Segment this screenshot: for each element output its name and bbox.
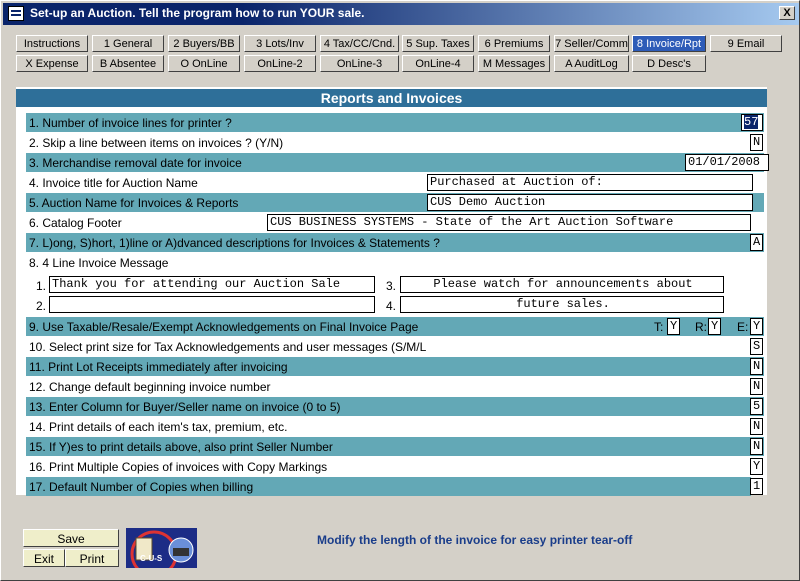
setting-label: 7. L)ong, S)hort, 1)line or A)dvanced descriptions for Invoices & Statements ? <box>29 236 440 250</box>
setting-label: 6. Catalog Footer <box>29 216 122 230</box>
tab-auditlog[interactable]: A AuditLog <box>554 55 629 72</box>
setting-label: 13. Enter Column for Buyer/Seller name on invoice (0 to 5) <box>29 400 341 414</box>
tab-instructions[interactable]: Instructions <box>16 35 88 52</box>
default-copies-field[interactable]: 1 <box>750 478 763 495</box>
tab-invoice-rpt[interactable]: 8 Invoice/Rpt <box>632 35 706 52</box>
setting-label: 3. Merchandise removal date for invoice <box>29 156 242 170</box>
setting-label: 11. Print Lot Receipts immediately after invoicing <box>29 360 288 374</box>
setting-label: 2. Skip a line between items on invoices ? (Y/N) <box>29 136 284 150</box>
close-button[interactable]: X <box>779 6 795 20</box>
setting-row-12 <box>26 377 764 396</box>
message-line-4-number: 4. <box>386 299 397 313</box>
tab-expense[interactable]: X Expense <box>16 55 88 72</box>
setting-label: 9. Use Taxable/Resale/Exempt Acknowledgements on Final Invoice Page <box>29 320 419 334</box>
tab-absentee[interactable]: B Absentee <box>92 55 164 72</box>
tab-descs[interactable]: D Desc's <box>632 55 706 72</box>
setting-label: 16. Print Multiple Copies of invoices with Copy Markings <box>29 460 328 474</box>
setting-row-8 <box>26 253 764 272</box>
message-line-3-number: 3. <box>386 279 397 293</box>
setting-label: 17. Default Number of Copies when billing <box>29 480 254 494</box>
setting-label: 1. Number of invoice lines for printer ? <box>29 116 232 130</box>
name-column-field[interactable]: 5 <box>750 398 763 415</box>
setting-row-5 <box>26 193 764 212</box>
print-size-field[interactable]: S <box>750 338 763 355</box>
tab-general[interactable]: 1 General <box>92 35 164 52</box>
invoice-lines-value: 57 <box>744 115 759 129</box>
auction-name-field[interactable]: CUS Demo Auction <box>427 194 753 211</box>
setting-row-13 <box>26 397 764 416</box>
exit-button[interactable]: Exit <box>23 549 65 567</box>
setting-row-16 <box>26 457 764 476</box>
logo-text: C-U-S <box>140 554 163 563</box>
setting-row-11 <box>26 357 764 376</box>
description-type-field[interactable]: A <box>750 234 763 251</box>
tab-lots[interactable]: 3 Lots/Inv <box>244 35 316 52</box>
seller-number-field[interactable]: N <box>750 438 763 455</box>
taxable-label: T: <box>654 320 664 334</box>
setting-row-17 <box>26 477 761 496</box>
message-line-2-number: 2. <box>36 299 47 313</box>
tab-email[interactable]: 9 Email <box>710 35 782 52</box>
taxable-field[interactable]: Y <box>667 318 680 335</box>
message-line-3-field[interactable]: Please watch for announcements about <box>400 276 724 293</box>
setting-row-2 <box>26 133 764 152</box>
tab-seller-comm[interactable]: 7 Seller/Comm <box>554 35 629 52</box>
setting-row-3 <box>26 153 764 172</box>
invoice-number-field[interactable]: N <box>750 378 763 395</box>
tab-online-4[interactable]: OnLine-4 <box>402 55 474 72</box>
cus-logo <box>126 528 197 568</box>
setting-label: 4. Invoice title for Auction Name <box>29 176 198 190</box>
multiple-copies-field[interactable]: Y <box>750 458 763 475</box>
removal-date-field[interactable]: 01/01/2008 <box>685 154 769 171</box>
setting-row-1 <box>26 113 764 132</box>
message-line-4-field[interactable]: future sales. <box>400 296 724 313</box>
setting-label: 10. Select print size for Tax Acknowledgements and user messages (S/M/L <box>29 340 427 354</box>
window-title: Set-up an Auction. Tell the program how to run YOUR sale. <box>30 6 365 20</box>
setting-row-4 <box>26 173 764 192</box>
exempt-label: E: <box>737 320 749 334</box>
message-line-1-field[interactable]: Thank you for attending our Auction Sale <box>49 276 375 293</box>
skip-line-field[interactable]: N <box>750 134 763 151</box>
status-message: Modify the length of the invoice for easy printer tear-off <box>317 533 633 547</box>
panel-header: Reports and Invoices <box>16 89 767 107</box>
setting-row-9 <box>26 317 764 336</box>
setting-label: 14. Print details of each item's tax, premium, etc. <box>29 420 288 434</box>
message-line-2-field[interactable] <box>49 296 375 313</box>
resale-label: R: <box>695 320 707 334</box>
tab-messages[interactable]: M Messages <box>478 55 550 72</box>
title-bar <box>3 3 799 25</box>
lot-receipts-field[interactable]: N <box>750 358 763 375</box>
setting-label: 8. 4 Line Invoice Message <box>29 256 169 270</box>
tab-tax[interactable]: 4 Tax/CC/Cnd. <box>320 35 399 52</box>
tab-online-2[interactable]: OnLine-2 <box>244 55 316 72</box>
setting-label: 12. Change default beginning invoice number <box>29 380 271 394</box>
reports-invoices-panel <box>16 87 767 495</box>
setting-row-15 <box>26 437 764 456</box>
tab-sup-taxes[interactable]: 5 Sup. Taxes <box>402 35 474 52</box>
setting-label: 15. If Y)es to print details above, also print Seller Number <box>29 440 333 454</box>
tab-buyers[interactable]: 2 Buyers/BB <box>168 35 240 52</box>
setting-row-6 <box>26 213 764 232</box>
item-details-field[interactable]: N <box>750 418 763 435</box>
invoice-title-field[interactable]: Purchased at Auction of: <box>427 174 753 191</box>
tab-online-3[interactable]: OnLine-3 <box>320 55 399 72</box>
save-button[interactable]: Save <box>23 529 119 547</box>
setting-row-10 <box>26 337 764 356</box>
resale-field[interactable]: Y <box>708 318 721 335</box>
app-icon <box>8 6 24 21</box>
setting-row-14 <box>26 417 764 436</box>
exempt-field[interactable]: Y <box>750 318 763 335</box>
print-button[interactable]: Print <box>65 549 119 567</box>
tab-online[interactable]: O OnLine <box>168 55 240 72</box>
invoice-lines-field[interactable] <box>741 114 763 131</box>
catalog-footer-field[interactable]: CUS BUSINESS SYSTEMS - State of the Art Auction Software <box>267 214 751 231</box>
message-line-1-number: 1. <box>36 279 47 293</box>
setting-row-7 <box>26 233 764 252</box>
setting-label: 5. Auction Name for Invoices & Reports <box>29 196 239 210</box>
tab-premiums[interactable]: 6 Premiums <box>478 35 550 52</box>
